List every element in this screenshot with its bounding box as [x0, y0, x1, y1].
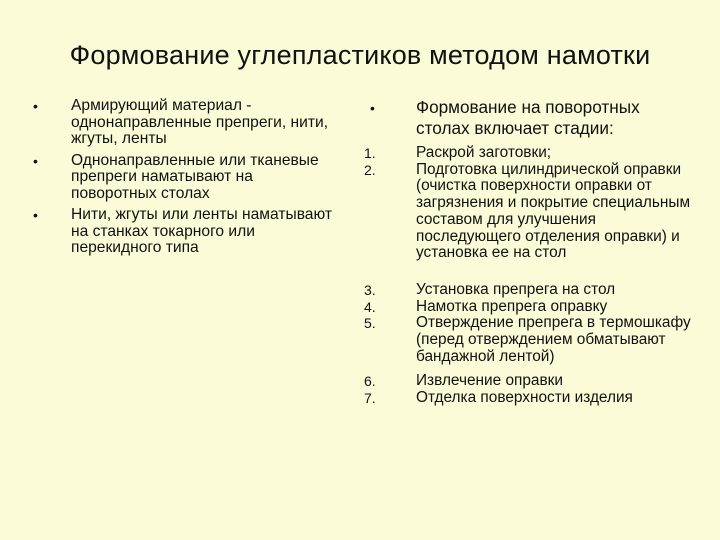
bullet-marker: •	[370, 100, 375, 116]
left-bullet-list	[33, 98, 333, 262]
step-text: Намотка препрега оправку	[416, 297, 608, 315]
left-list-item	[33, 207, 333, 257]
step-number: 2.	[364, 161, 376, 178]
step-item	[364, 145, 694, 162]
step-number: 6.	[364, 373, 376, 390]
step-item	[364, 315, 694, 365]
step-item	[364, 282, 694, 299]
steps-intro-text: Формование на поворотных столах включает стадии:	[416, 97, 640, 138]
step-number: 5.	[364, 315, 376, 332]
left-list-item	[33, 98, 333, 148]
step-text: Раскрой заготовки;	[416, 144, 552, 161]
right-steps-list	[364, 97, 694, 407]
left-list-item-text: Нити, жгуты или ленты наматывают на станках токарного или перекидного типа	[71, 206, 332, 256]
left-list-item-text: Армирующий материал - однонаправленные препреги, нити, жгуты, ленты	[71, 97, 329, 147]
step-item	[364, 299, 694, 316]
bullet-marker: •	[33, 152, 38, 169]
step-text: Установка препрега на стол	[416, 280, 616, 298]
steps-intro	[364, 97, 694, 139]
step-text: Отделка поверхности изделия	[416, 389, 633, 407]
slide-title: Формование углепластиков методом намотки	[69, 40, 651, 70]
left-list-item	[33, 153, 333, 203]
bullet-marker: •	[33, 207, 38, 223]
left-list-item-text: Однонаправленные или тканевые препреги наматывают на поворотных столах	[71, 151, 319, 202]
step-item	[364, 390, 694, 407]
step-item	[364, 373, 694, 390]
step-text: Отверждение препрега в термошкафу (перед отверждением обматывают бандажной лентой)	[416, 314, 691, 365]
step-number: 1.	[364, 145, 376, 161]
bullet-marker: •	[33, 98, 38, 114]
step-number: 7.	[364, 390, 376, 407]
step-number: 4.	[364, 298, 376, 315]
step-text: Извлечение оправки	[416, 372, 563, 390]
step-text: Подготовка цилиндрической оправки (очистка поверхности оправки от загрязнения и покрытие специальным составом для улучшения последующего отделения оправки) и установка ее на стол	[416, 160, 691, 262]
step-number: 3.	[364, 281, 376, 298]
step-item	[364, 162, 694, 262]
